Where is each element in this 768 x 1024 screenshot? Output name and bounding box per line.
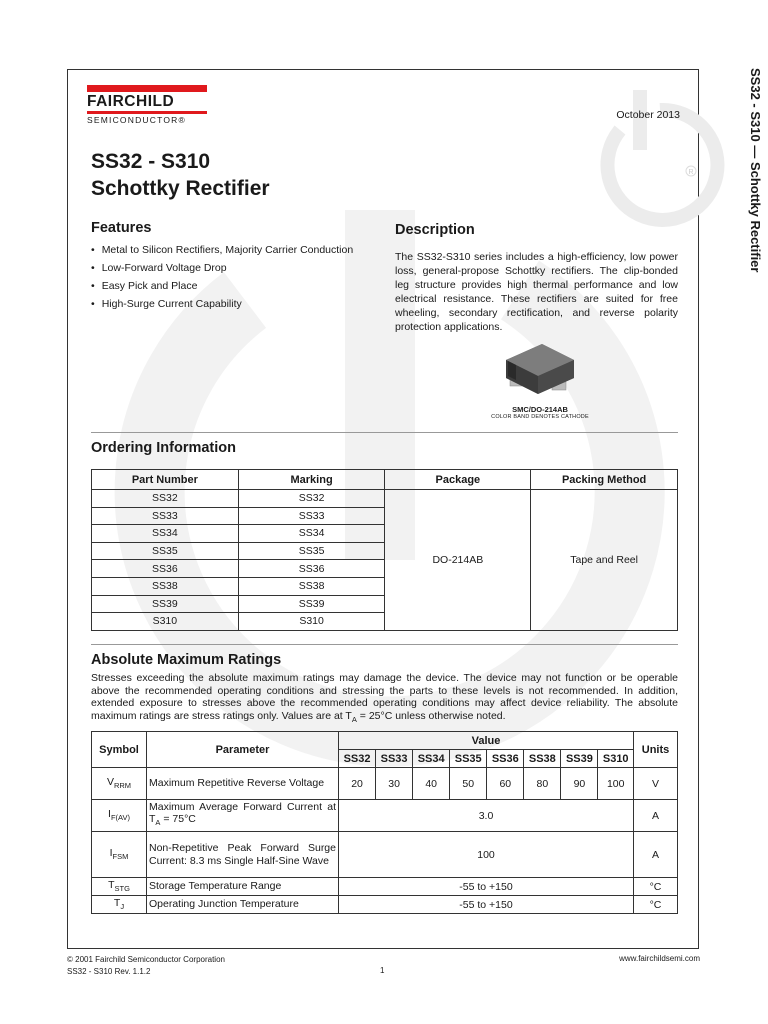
table-cell: SS35: [238, 542, 385, 560]
table-row: [92, 768, 678, 800]
parameter-text: Maximum Average Forward Current at T: [149, 800, 336, 826]
table-cell: S310: [238, 613, 385, 631]
table-cell: SS35: [92, 542, 239, 560]
order-header-packing: Packing Method: [531, 470, 678, 490]
symbol-cell: [92, 768, 147, 800]
packing-cell: Tape and Reel: [531, 490, 678, 631]
value-cell: -55 to +150: [339, 896, 634, 914]
value-cell: 90: [561, 768, 598, 800]
value-cell: 20: [339, 768, 376, 800]
package-image: [500, 338, 580, 402]
part-header: S310: [598, 750, 634, 768]
parameter-cell: Maximum Repetitive Reverse Voltage: [147, 768, 339, 800]
copyright: © 2001 Fairchild Semiconductor Corporation: [67, 955, 225, 964]
symbol-cell: [92, 878, 147, 896]
footer-url: www.fairchildsemi.com: [619, 954, 700, 963]
amr-header-parameter: Parameter: [147, 732, 339, 768]
ordering-table: [91, 469, 678, 631]
fairchild-logo: [87, 85, 207, 125]
table-cell: SS36: [238, 560, 385, 578]
amr-table: [91, 731, 678, 914]
parameter-cell: [147, 800, 339, 832]
unit-cell: °C: [634, 878, 678, 896]
symbol-text: I: [108, 808, 111, 821]
part-header: SS36: [487, 750, 524, 768]
symbol-cell: [92, 800, 147, 832]
part-header: SS32: [339, 750, 376, 768]
page-title: [91, 148, 270, 202]
table-cell: SS34: [92, 525, 239, 543]
parameter-cell: Operating Junction Temperature: [147, 896, 339, 914]
value-cell: 30: [376, 768, 413, 800]
table-row: [92, 832, 678, 878]
part-header: SS33: [376, 750, 413, 768]
description-text: The SS32-S310 series includes a high-efficiency, low power loss, general-propose Schottky rectifiers. The clip-bonded leg structure provides high thermal performance and low electrical resistance. These rectifiers are suited for free wheeling, secondary rectification, and reverse polarity protection applications.: [395, 251, 678, 333]
table-row: [92, 896, 678, 914]
table-cell: SS38: [238, 577, 385, 595]
value-cell: -55 to +150: [339, 878, 634, 896]
feature-item: • High-Surge Current Capability: [91, 297, 353, 315]
side-title: SS32 - S310 — Schottky Rectifier: [748, 68, 763, 273]
value-cell: 40: [413, 768, 450, 800]
part-header: SS38: [524, 750, 561, 768]
parameter-end: = 75°C: [160, 813, 196, 826]
amr-heading: Absolute Maximum Ratings: [91, 652, 282, 668]
unit-cell: °C: [634, 896, 678, 914]
footer-left: [67, 954, 225, 978]
document-date: October 2013: [616, 109, 680, 121]
svg-text:R: R: [688, 169, 694, 176]
part-header: SS39: [561, 750, 598, 768]
symbol-text: T: [108, 879, 115, 892]
features-heading: Features: [91, 220, 152, 236]
table-row: [92, 878, 678, 896]
description-heading: Description: [395, 222, 475, 238]
table-cell: SS34: [238, 525, 385, 543]
feature-item: • Low-Forward Voltage Drop: [91, 261, 353, 279]
table-cell: SS38: [92, 577, 239, 595]
order-header-package: Package: [385, 470, 531, 490]
part-header: SS35: [450, 750, 487, 768]
amr-header-units: Units: [634, 732, 678, 768]
value-cell: 50: [450, 768, 487, 800]
table-cell: SS39: [238, 595, 385, 613]
value-cell: 60: [487, 768, 524, 800]
table-row: [92, 490, 678, 508]
section-divider: [91, 644, 678, 645]
table-row: [92, 800, 678, 832]
ordering-heading: Ordering Information: [91, 440, 236, 456]
symbol-sub: FSM: [112, 852, 129, 862]
unit-cell: A: [634, 832, 678, 878]
unit-cell: A: [634, 800, 678, 832]
revision: SS32 - S310 Rev. 1.1.2: [67, 967, 151, 976]
amr-intro-text: Stresses exceeding the absolute maximum ratings may damage the device. The device may not function or be operable above the recommended operating conditions and stressing the parts to these levels is not recommended. In addition, extended exposure to stresses above the recommended operating conditions may affect device reliability. The absolute maximum ratings are stress ratings only. Values are at T: [91, 672, 678, 722]
table-cell: SS32: [92, 490, 239, 508]
symbol-text: I: [109, 847, 113, 860]
page-number: 1: [380, 966, 385, 975]
package-label: SMC/DO-214AB: [512, 405, 568, 414]
order-header-part: Part Number: [92, 470, 239, 490]
value-cell: 80: [524, 768, 561, 800]
parameter-sub: A: [155, 818, 161, 828]
amr-header-symbol: Symbol: [92, 732, 147, 768]
parameter-cell: Non-Repetitive Peak Forward Surge Current: 8.3 ms Single Half-Sine Wave: [147, 832, 339, 878]
table-cell: SS36: [92, 560, 239, 578]
value-cell: 3.0: [339, 800, 634, 832]
symbol-cell: [92, 896, 147, 914]
title-line-2: Schottky Rectifier: [91, 177, 270, 200]
package-cell: DO-214AB: [385, 490, 531, 631]
section-divider: [91, 432, 678, 433]
parameter-cell: Storage Temperature Range: [147, 878, 339, 896]
table-cell: S310: [92, 613, 239, 631]
symbol-sub: STG: [114, 884, 130, 894]
package-note: COLOR BAND DENOTES CATHODE: [491, 414, 589, 420]
table-cell: SS33: [92, 507, 239, 525]
value-cell: 100: [598, 768, 634, 800]
symbol-sub: F(AV): [110, 813, 130, 823]
value-cell: 100: [339, 832, 634, 878]
amr-header-value: Value: [339, 732, 634, 750]
logo-subtitle: SEMICONDUCTOR®: [87, 115, 186, 125]
table-cell: SS33: [238, 507, 385, 525]
logo-name: FAIRCHILD: [87, 93, 175, 110]
table-cell: SS39: [92, 595, 239, 613]
features-list: [91, 243, 353, 315]
title-line-1: SS32 - S310: [91, 150, 211, 173]
amr-intro-end: = 25°C unless otherwise noted.: [356, 709, 506, 722]
symbol-cell: [92, 832, 147, 878]
symbol-text: V: [106, 776, 114, 789]
amr-intro: [91, 672, 678, 726]
symbol-text: T: [113, 897, 121, 910]
feature-item: • Metal to Silicon Rectifiers, Majority Carrier Conduction: [91, 243, 353, 261]
unit-cell: V: [634, 768, 678, 800]
symbol-sub: J: [120, 902, 125, 912]
table-cell: SS32: [238, 490, 385, 508]
amr-intro-sub: A: [351, 714, 357, 724]
symbol-sub: RRM: [113, 781, 132, 791]
order-header-marking: Marking: [238, 470, 385, 490]
part-header: SS34: [413, 750, 450, 768]
feature-item: • Easy Pick and Place: [91, 279, 353, 297]
